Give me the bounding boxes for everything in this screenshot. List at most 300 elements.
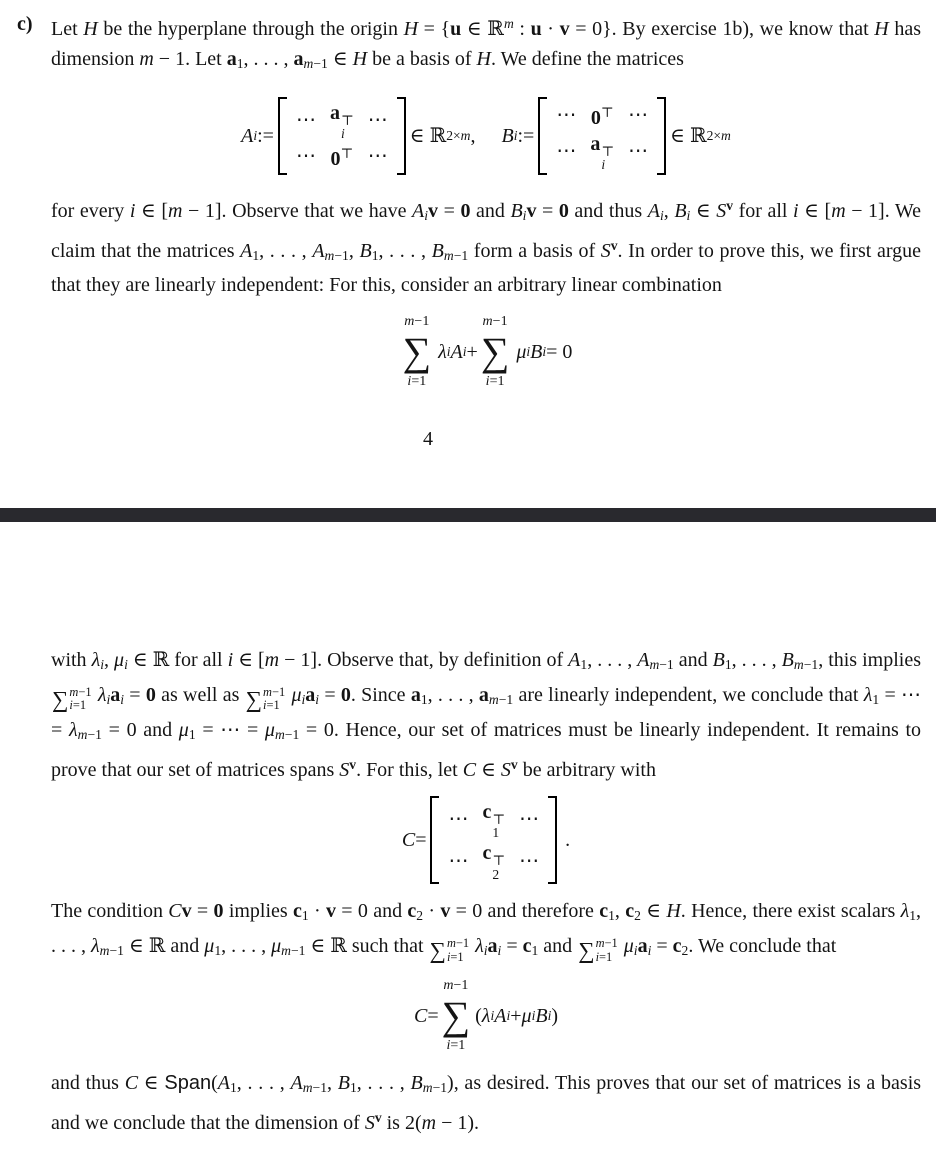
text-run: form a basis of — [468, 239, 601, 262]
text-run: λ — [900, 900, 910, 923]
text-run: c — [407, 900, 417, 923]
text-run: i — [340, 126, 345, 142]
text-run: ∈ — [476, 758, 501, 781]
text-run: ⊤ — [340, 112, 354, 128]
text-run: c — [625, 900, 635, 923]
text-run: B — [535, 1005, 548, 1028]
text-run: + — [466, 341, 478, 364]
matrix — [538, 97, 666, 175]
subscript — [237, 56, 244, 71]
text-run: m — [303, 55, 314, 71]
text-run: A — [217, 1072, 230, 1095]
text-run: a — [293, 47, 304, 70]
sup-sub-stack — [341, 114, 354, 141]
text-run: m — [488, 691, 499, 707]
inline-sum — [246, 686, 286, 713]
text-run: B — [359, 239, 372, 262]
matrix-body — [547, 97, 657, 175]
text-run: = — [319, 683, 341, 706]
text-run: 2 — [492, 866, 500, 882]
text-run: are linearly independent, we conclude that — [513, 683, 864, 706]
text-run: v — [428, 199, 439, 222]
text-run: = — [536, 199, 559, 222]
subscript — [649, 657, 673, 672]
text-run: S — [500, 758, 511, 781]
text-run: . For this, let — [356, 758, 463, 781]
text-run: = ⋯ = — [51, 683, 922, 741]
matrix-cell — [482, 840, 505, 881]
text-run: −1 — [78, 684, 92, 699]
text-run: =1 — [599, 949, 613, 964]
text-run: a — [329, 101, 340, 124]
text-run: m — [168, 199, 183, 222]
superscript — [601, 105, 614, 120]
text-run: i — [659, 207, 664, 223]
text-run: ∈ — [327, 47, 353, 70]
page-5 — [0, 522, 936, 1138]
text-run: i — [407, 374, 412, 390]
text-run: m — [69, 684, 79, 699]
text-run: H — [352, 47, 368, 70]
subscript — [421, 692, 428, 707]
text-run: Let — [51, 17, 84, 40]
text-run: implies — [223, 900, 294, 923]
inline-sum — [578, 937, 618, 964]
text-run: and — [538, 935, 578, 958]
text-run: i — [513, 127, 518, 143]
subscript — [325, 247, 349, 262]
text-run: B — [510, 199, 523, 222]
sigma-symbol: ∑ — [245, 686, 263, 712]
text-run: i — [315, 691, 320, 707]
inline-sum — [52, 686, 92, 713]
text-run: · — [541, 17, 560, 40]
right-bracket — [397, 97, 406, 175]
text-run: = — [438, 199, 461, 222]
text-run: m — [274, 726, 285, 742]
equation-linear-combination — [51, 314, 921, 390]
text-run: ⊤ — [600, 104, 614, 120]
text-run: is 2( — [381, 1112, 422, 1135]
text-run: m — [404, 314, 415, 330]
superscript — [340, 146, 353, 161]
text-run: and — [470, 199, 511, 222]
sigma-symbol: ∑ — [429, 938, 446, 964]
text-run: and — [673, 649, 713, 671]
text-run: A — [240, 239, 253, 262]
text-run: v — [326, 900, 336, 923]
text-run: − 1). — [436, 1112, 480, 1135]
text-run: H — [476, 47, 491, 70]
subscript — [725, 657, 732, 672]
text-run: v — [510, 756, 518, 772]
text-run: The condition — [51, 900, 169, 923]
text-run: i — [686, 207, 691, 223]
text-run: 1 — [229, 1080, 237, 1096]
text-run: B — [431, 239, 444, 262]
text-run: i — [301, 691, 306, 707]
item-c — [17, 9, 921, 390]
subscript — [189, 727, 196, 742]
text-run: c — [482, 842, 492, 865]
text-run: u — [450, 17, 462, 40]
matrix-cell — [368, 143, 388, 169]
text-run: m — [281, 943, 291, 959]
text-run: − 1]. Observe that, by definition of — [279, 649, 569, 671]
subscript — [444, 247, 468, 262]
page-number: 4 — [423, 428, 433, 451]
text-run: , . . . , — [731, 649, 782, 671]
text-run: ⋯ — [448, 849, 469, 872]
text-run: and thus — [51, 1072, 125, 1095]
text-run: =1 — [489, 374, 505, 390]
text-run: ( — [475, 1005, 482, 1028]
text-run: S — [364, 1112, 375, 1135]
right-bracket — [548, 796, 557, 885]
paragraph-span-argument — [51, 896, 921, 966]
text-run: for all — [733, 199, 794, 222]
subscript — [100, 943, 124, 958]
text-run: 0 — [460, 199, 471, 222]
text-run: 1 — [420, 691, 428, 707]
text-run: ⋯ — [556, 104, 577, 127]
superscript — [504, 16, 514, 31]
text-run: μ — [114, 649, 125, 671]
text-run: =1 — [266, 698, 280, 713]
right-bracket — [657, 97, 666, 175]
text-run: . — [565, 829, 571, 852]
text-run: m — [446, 936, 456, 951]
text-run: −1 — [313, 55, 328, 71]
text-run: H — [874, 17, 889, 40]
text-run: ⋯ — [628, 140, 649, 163]
display-sum — [481, 314, 510, 390]
text-run: m — [721, 127, 731, 143]
text-run: 1 — [188, 726, 196, 742]
text-run: ⋯ — [519, 808, 540, 831]
text-run: ⋯ — [295, 145, 316, 168]
text-run: 2× — [706, 127, 722, 143]
text-run: i — [462, 344, 467, 360]
text-run: B — [781, 649, 794, 671]
text-run: i — [446, 949, 451, 964]
text-run: A — [412, 199, 425, 222]
text-run: ⋯ — [367, 109, 388, 132]
text-run: λ — [481, 1005, 491, 1028]
text-run: . We conclude that — [688, 935, 837, 958]
text-run: i — [633, 943, 638, 959]
text-run: = — [124, 683, 146, 706]
text-run: = 0 and therefore — [450, 900, 600, 923]
text-run: m — [443, 978, 454, 994]
text-run: 0 — [330, 147, 341, 170]
text-run: = 0}. By exercise 1b), we know that — [569, 17, 875, 40]
text-run: λ — [91, 935, 100, 958]
text-run: , . . . , — [221, 935, 272, 958]
text-run: m — [302, 1080, 313, 1096]
text-run: , . . . , — [259, 239, 313, 262]
text-run: H — [83, 17, 98, 40]
text-run: C — [124, 1072, 139, 1095]
text-run: = — [427, 1005, 439, 1028]
text-run: i — [253, 127, 258, 143]
text-run: A — [647, 199, 660, 222]
text-run: ∈ ℝ such that — [305, 935, 429, 958]
text-run: · — [308, 900, 326, 923]
text-run: B — [501, 124, 514, 147]
text-run: m — [793, 656, 804, 672]
text-run: v — [610, 237, 618, 253]
text-run: λ — [863, 683, 873, 706]
text-run: 0 — [590, 106, 601, 129]
text-run: −1 — [334, 247, 349, 263]
page-4 — [0, 0, 936, 508]
text-run: · — [423, 900, 441, 923]
text-run: has dimension — [51, 17, 921, 70]
text-run: i — [129, 199, 136, 222]
matrix-cell — [448, 848, 468, 874]
text-run: = — [651, 935, 673, 958]
text-run: =1 — [450, 1038, 466, 1054]
display-sum — [442, 978, 471, 1054]
text-run: m — [831, 199, 846, 222]
text-run: −1 — [803, 656, 819, 672]
text-run: m — [263, 684, 272, 699]
text-run: m — [77, 726, 88, 742]
text-run: ( — [211, 1072, 218, 1095]
text-run: 1 — [724, 656, 732, 672]
text-run: a — [478, 683, 489, 706]
text-run: H — [403, 17, 419, 40]
sigma-symbol: ∑ — [441, 993, 471, 1039]
text-run: S — [600, 239, 611, 262]
text-run: −1 — [291, 943, 306, 959]
text-run: i — [483, 943, 488, 959]
text-run: ⊤ — [492, 853, 506, 869]
text-run: , — [470, 124, 476, 147]
text-run: 1 — [909, 908, 917, 924]
text-run: m — [139, 47, 154, 70]
display-sum — [403, 314, 432, 390]
text-run: −1 — [604, 936, 618, 951]
text-run: ∈ ℝ and — [123, 935, 205, 958]
paragraph-basis-claim — [51, 191, 921, 301]
text-run: = { — [418, 17, 451, 40]
text-run: μ — [516, 341, 527, 364]
text-run: m — [421, 1112, 437, 1135]
text-run: μ — [264, 718, 275, 741]
text-run: i — [100, 656, 105, 672]
matrix-cell — [330, 141, 353, 172]
text-run: B — [337, 1072, 350, 1095]
text-run: −1 — [284, 726, 300, 742]
text-run: := — [517, 124, 535, 147]
text-run: B — [712, 649, 725, 671]
text-run: ⋯ — [367, 145, 388, 168]
text-run: a — [590, 132, 601, 155]
text-run: v — [181, 900, 192, 923]
text-run: 1 — [580, 656, 588, 672]
subscript — [303, 1080, 327, 1095]
text-run: 1 — [252, 247, 260, 263]
subscript — [794, 657, 818, 672]
matrix-cell — [628, 138, 648, 164]
text-run: −1 — [312, 1080, 328, 1096]
superscript — [611, 238, 618, 253]
text-run: ∈ ℝ for all — [127, 649, 228, 671]
text-run: , . . . , — [427, 683, 479, 706]
text-run: a — [110, 683, 121, 706]
text-run: , . . . , — [378, 239, 432, 262]
text-run: −1 — [87, 726, 102, 742]
text-run: a — [487, 935, 498, 958]
subscript — [275, 727, 299, 742]
inline-sum — [430, 937, 470, 964]
text-run: i — [531, 1008, 536, 1024]
text-run: i — [446, 344, 451, 360]
text-run: i — [227, 649, 234, 671]
subscript — [634, 908, 641, 923]
subscript — [350, 1080, 357, 1095]
text-run: C — [168, 900, 182, 923]
text-run: −1 — [109, 943, 124, 959]
text-run: 1 — [608, 908, 615, 924]
superscript — [446, 121, 470, 151]
text-run: 0 — [340, 683, 351, 706]
matrix-cell — [296, 107, 316, 133]
subscript — [281, 943, 305, 958]
matrix-cell — [590, 131, 614, 172]
subscript — [230, 1080, 237, 1095]
equation-c-matrix — [51, 796, 921, 885]
text-run: m — [460, 127, 471, 143]
text-run: c — [522, 935, 532, 958]
text-run: m — [422, 1080, 433, 1096]
text-run: ⊤ — [340, 146, 354, 162]
text-run: c — [599, 900, 609, 923]
text-run: i — [424, 207, 429, 223]
text-run: i — [446, 1038, 451, 1054]
text-run: A — [568, 649, 581, 671]
sup-sub-stack — [492, 813, 505, 840]
text-run: ∈ — [640, 900, 667, 923]
text-run: S — [339, 758, 350, 781]
matrix-cell — [519, 806, 539, 832]
text-run: μ — [291, 683, 302, 706]
text-run: ⋯ — [295, 109, 316, 132]
text-run: −1 — [498, 691, 514, 707]
text-run: ∈ — [138, 1072, 165, 1095]
left-bracket — [538, 97, 547, 175]
text-run: C — [401, 829, 416, 852]
subscript — [423, 1080, 447, 1095]
text-run: λ — [438, 341, 447, 364]
text-run: = — [191, 900, 214, 923]
paragraph-conclusion — [51, 1068, 921, 1138]
text-run: 1 — [531, 943, 539, 959]
text-run: i — [490, 1008, 495, 1024]
text-run: = 0 — [546, 341, 573, 364]
text-run: m — [503, 16, 514, 31]
equation-c-sum — [51, 978, 921, 1054]
text-run: i — [69, 698, 73, 713]
text-run: m — [595, 936, 605, 951]
text-run: A — [450, 341, 463, 364]
text-run: = — [415, 829, 427, 852]
text-run: ) — [551, 1005, 559, 1028]
text-run: ⋯ — [519, 849, 540, 872]
text-run: , . . . , — [51, 900, 922, 958]
text-run: . Hence, there exist scalars — [680, 900, 901, 923]
text-run: −1 — [414, 314, 430, 330]
text-run: + — [510, 1005, 522, 1028]
text-run: m — [482, 314, 493, 330]
text-run: m — [324, 247, 335, 263]
text-run: and thus — [568, 199, 648, 222]
text-run: v — [349, 756, 357, 772]
text-run: ⋯ — [448, 808, 469, 831]
text-run: i — [542, 344, 547, 360]
superscript — [375, 1110, 382, 1125]
text-run: 0 — [145, 683, 156, 706]
text-run: ⋯ — [628, 104, 649, 127]
text-run: i — [124, 656, 128, 672]
item-c-label: c) — [17, 13, 33, 35]
matrix-cell — [330, 100, 354, 141]
text-run: i — [601, 157, 606, 173]
item-c-body — [51, 9, 921, 390]
text-run: , . . . , — [243, 47, 294, 70]
text-run: i — [106, 691, 111, 707]
text-run: 1 — [492, 825, 500, 841]
text-run: as well as — [155, 683, 245, 706]
text-run: =1 — [411, 374, 427, 390]
text-run: − 1]. Observe that we have — [182, 199, 413, 222]
sup-sub-stack — [492, 854, 505, 881]
text-run: = ⋯ = — [195, 718, 265, 741]
text-run: m — [99, 943, 110, 959]
paragraph-independence-argument — [51, 645, 921, 785]
left-bracket — [430, 796, 439, 885]
text-run: v — [526, 199, 537, 222]
matrix-cell — [482, 799, 505, 840]
text-run: 1 — [349, 1080, 357, 1096]
subscript — [489, 692, 513, 707]
text-run: a — [305, 683, 316, 706]
text-run: 2 — [634, 908, 641, 924]
text-run: i — [522, 207, 527, 223]
matrix-cell — [556, 138, 576, 164]
text-run: . Since — [350, 683, 411, 706]
text-run: c — [482, 800, 492, 823]
text-run: μ — [521, 1005, 532, 1028]
text-run: i — [506, 1008, 511, 1024]
page-separator — [0, 508, 936, 522]
text-run: B — [674, 199, 687, 222]
text-run: m — [649, 656, 660, 672]
text-run: v — [726, 197, 734, 213]
paragraph-hyperplane-intro — [51, 9, 921, 79]
text-run: −1 — [453, 247, 469, 263]
text-run: S — [716, 199, 727, 222]
text-run: , — [614, 900, 626, 923]
text-run: , . . . , — [356, 1072, 411, 1095]
text-run: − 1. Let — [153, 47, 227, 70]
text-run: : — [513, 17, 531, 40]
text-run: be the hyperplane through the origin — [97, 17, 404, 40]
text-run: v — [374, 1110, 382, 1126]
text-run: v — [440, 900, 451, 923]
